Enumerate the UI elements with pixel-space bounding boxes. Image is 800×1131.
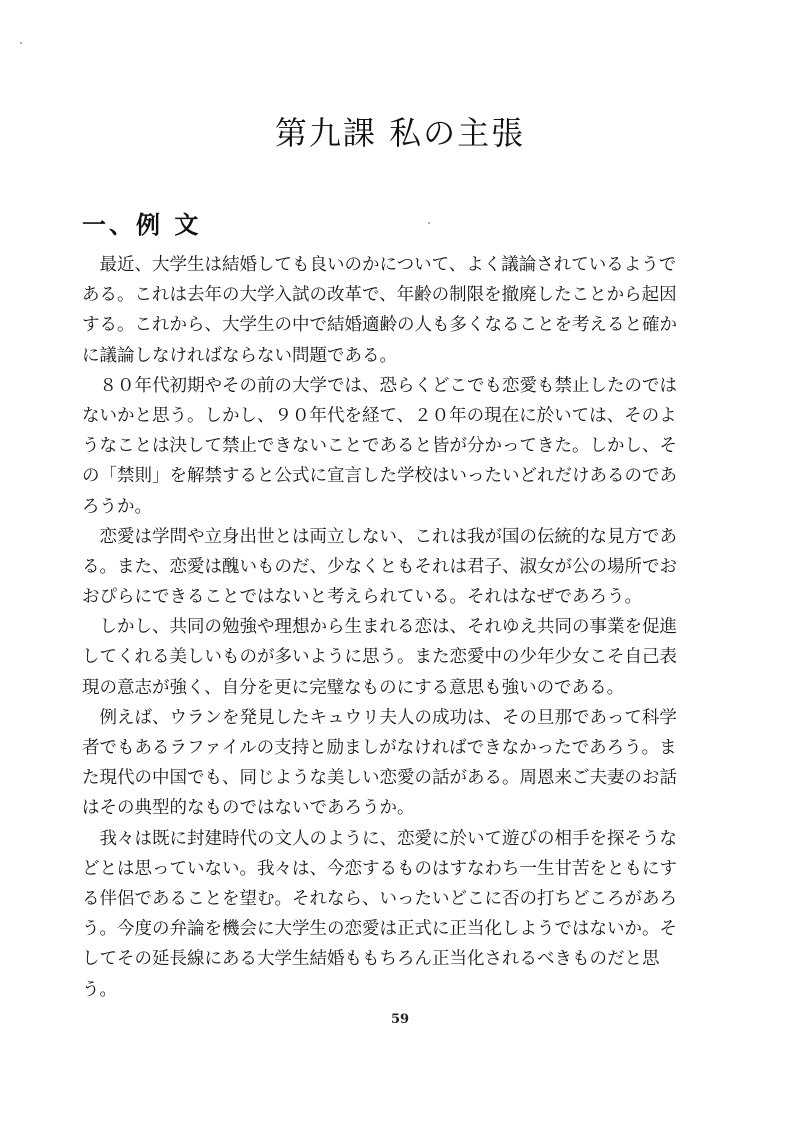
text-line: しかし、共同の勉強や理想から生まれる恋は、それゆえ共同の事業を促進: [82, 617, 677, 638]
page-number: 59: [390, 1012, 410, 1027]
text-line: ８０年代初期やその前の大学では、恐らくどこでも恋愛も禁止したのでは: [82, 375, 677, 396]
text-line: 最近、大学生は結婚しても良いのかについて、よく議論されているようで: [82, 255, 677, 275]
text-line: はその典型的なものではないであろうか。: [82, 798, 415, 819]
text-line: に議論しなければならない問題である。: [82, 345, 397, 366]
text-line: してその延長線にある大学生結婚ももちろん正当化されるべきものだと思: [82, 949, 660, 970]
text-line: 者でもあるラファイルの支持と励ましがなければできなかったであろう。ま: [82, 738, 677, 758]
text-line: 例えば、ウランを発見したキュウリ夫人の成功は、その旦那であって科学: [82, 707, 677, 728]
body-text: [82, 250, 722, 1005]
text-line: どとは思っていない。我々は、今恋するものはすなわち一生甘苦をともにす: [82, 858, 677, 879]
text-line: た現代の中国でも、同じような美しい恋愛の話がある。周恩来ご夫妻のお話: [82, 768, 677, 789]
chapter-title: 第九課 私の主張: [274, 114, 526, 152]
text-line: ろうか。: [82, 496, 152, 517]
text-line: う。今度の弁論を機会に大学生の恋愛は正式に正当化しようではないか。そ: [82, 919, 677, 940]
text-line: る伴侶であることを望む。それなら、いったいどこに否の打ちどころがあろ: [82, 888, 677, 909]
text-line: する。これから、大学生の中で結婚適齢の人も多くなることを考えると確か: [82, 315, 677, 336]
text-line: してくれる美しいものが多いように思う。また恋愛中の少年少女こそ自己表: [82, 647, 677, 668]
scan-speck: [20, 42, 22, 44]
text-line: おぴらにできることではないと考えられている。それはなぜであろう。: [82, 587, 642, 608]
text-line: う。: [82, 979, 117, 1000]
section-heading: 一、例 文: [82, 211, 202, 239]
text-line: ないかと思う。しかし、９０年代を経て、２０年の現在に於いては、そのよ: [82, 405, 677, 426]
text-line: うなことは決して禁止できないことであると皆が分かってきた。しかし、そ: [82, 436, 677, 457]
scan-speck: [428, 222, 430, 224]
text-line: る。また、恋愛は醜いものだ、少なくともそれは君子、淑女が公の場所でお: [82, 556, 677, 577]
text-line: 現の意志が強く、自分を更に完璧なものにする意思も強いのである。: [82, 677, 625, 698]
text-line: の「禁則」を解禁すると公式に宣言した学校はいったいどれだけあるのであ: [82, 466, 677, 487]
text-line: ある。これは去年の大学入試の改革で、年齢の制限を撤廃したことから起因: [82, 285, 677, 306]
text-line: 我々は既に封建時代の文人のように、恋愛に於いて遊びの相手を探そうな: [82, 828, 677, 849]
text-line: 恋愛は学問や立身出世とは両立しない、これは我が国の伝統的な見方であ: [82, 526, 677, 547]
